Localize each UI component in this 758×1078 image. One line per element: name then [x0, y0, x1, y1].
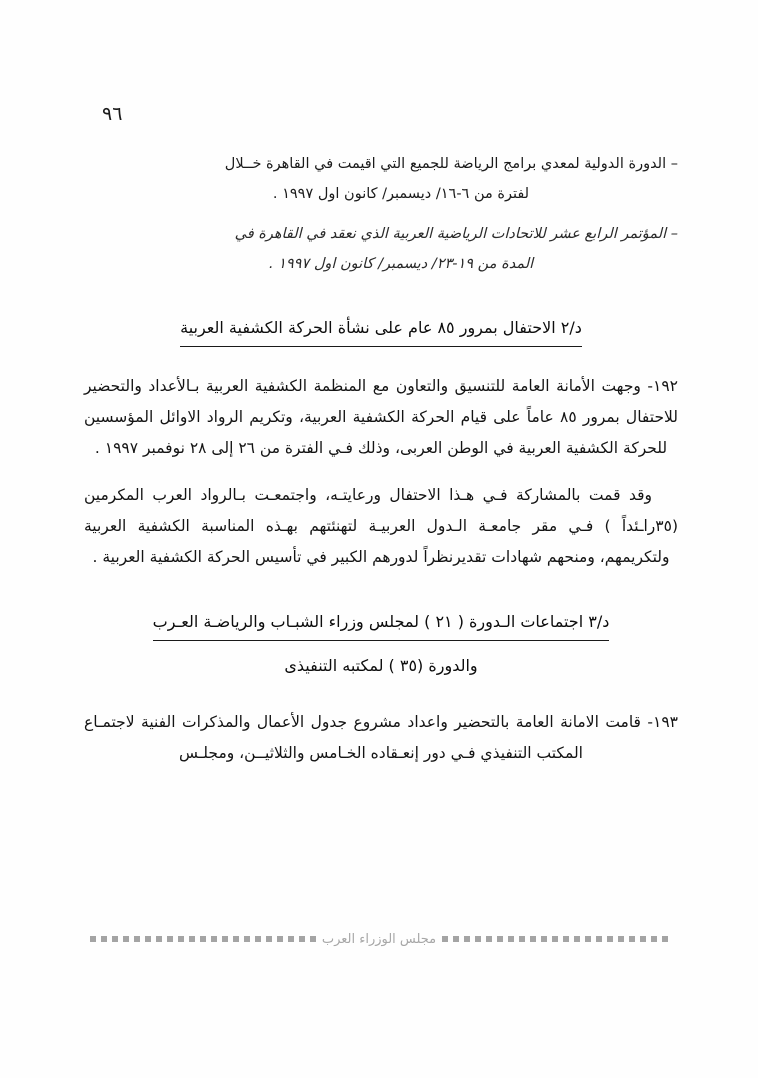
header-rule-group [132, 111, 670, 117]
list-item-line: – الدورة الدولية لمعدي برامج الرياضة للجميع التي اقيمت في القاهرة خــلال [224, 156, 678, 172]
footer-dashed-rule-left [442, 936, 668, 942]
page-header [88, 96, 670, 132]
paragraph: ١٩٣- قامت الامانة العامة بالتحضير واعداد مشروع جدول الأعمال والمذكرات الفنية لاجتمـاع المكتب التنفيذي فـي دور إنعـقاده الخـامس والثلاثيــن، ومجلـس [84, 712, 678, 762]
list-item-line: – المؤتمر الرابع عشر للاتحادات الرياضية العربية الذي نعقد في القاهرة في [234, 226, 678, 243]
list-item-line: المدة من ١٩-٢٣/ ديسمبر/ كانون اول ١٩٩٧ . [268, 256, 534, 273]
section-subheading [84, 650, 678, 682]
list-item-line: لفترة من ٦-١٦/ ديسمبر/ كانون اول ١٩٩٧ . [272, 185, 530, 202]
list-item [84, 220, 678, 279]
section-heading [84, 606, 678, 641]
paragraph: ١٩٢- وجهت الأمانة العامة للتنسيق والتعاون مع المنظمة الكشفية العربية بـالأعداد والتحضير للاحتفال بمرور ٨٥ عاماً على قيام الحركة الكشفية العربية، وتكريم الرواد الاوائل المؤسسين للحركة الكشفية العربية في الوطن العربى، وذلك فـي الفترة من ٢٦ إلى ٢٨ نوفمبر ١٩٩٧ . [84, 377, 678, 458]
footer-ornament-text: مجلس الوزراء العرب [321, 931, 437, 947]
list-item [84, 150, 678, 209]
section-subheading-text: والدورة (٣٥ ) لمكتبه التنفيذى [284, 656, 478, 676]
page-content [84, 150, 678, 784]
section-heading-text: د/٢ الاحتفال بمرور ٨٥ عام على نشأة الحركة الكشفية العربية [180, 312, 582, 347]
footer-dashed-rule-right [90, 936, 316, 942]
paragraph: وقد قمت بالمشاركة فـي هـذا الاحتفال ورعايتـه، واجتمعـت بـالرواد العرب المكرمين (٣٥راـئداً ) فـي مقر جامعـة الـدول العربيـة لتهنئتهم بهـذه المناسبة الكشفية العربية ولتكريمهم، ومنحهم شهادات تقديرنظراً لدورهم الكبير في تأسيس الحركة الكشفية العربية . [84, 485, 678, 566]
section-heading-text: د/٣ اجتماعات الـدورة ( ٢١ ) لمجلس وزراء الشبـاب والرياضـة العـرب [153, 606, 610, 641]
page-footer [90, 928, 668, 950]
section-heading [84, 312, 678, 347]
page-number: ٩٦ [102, 103, 123, 125]
